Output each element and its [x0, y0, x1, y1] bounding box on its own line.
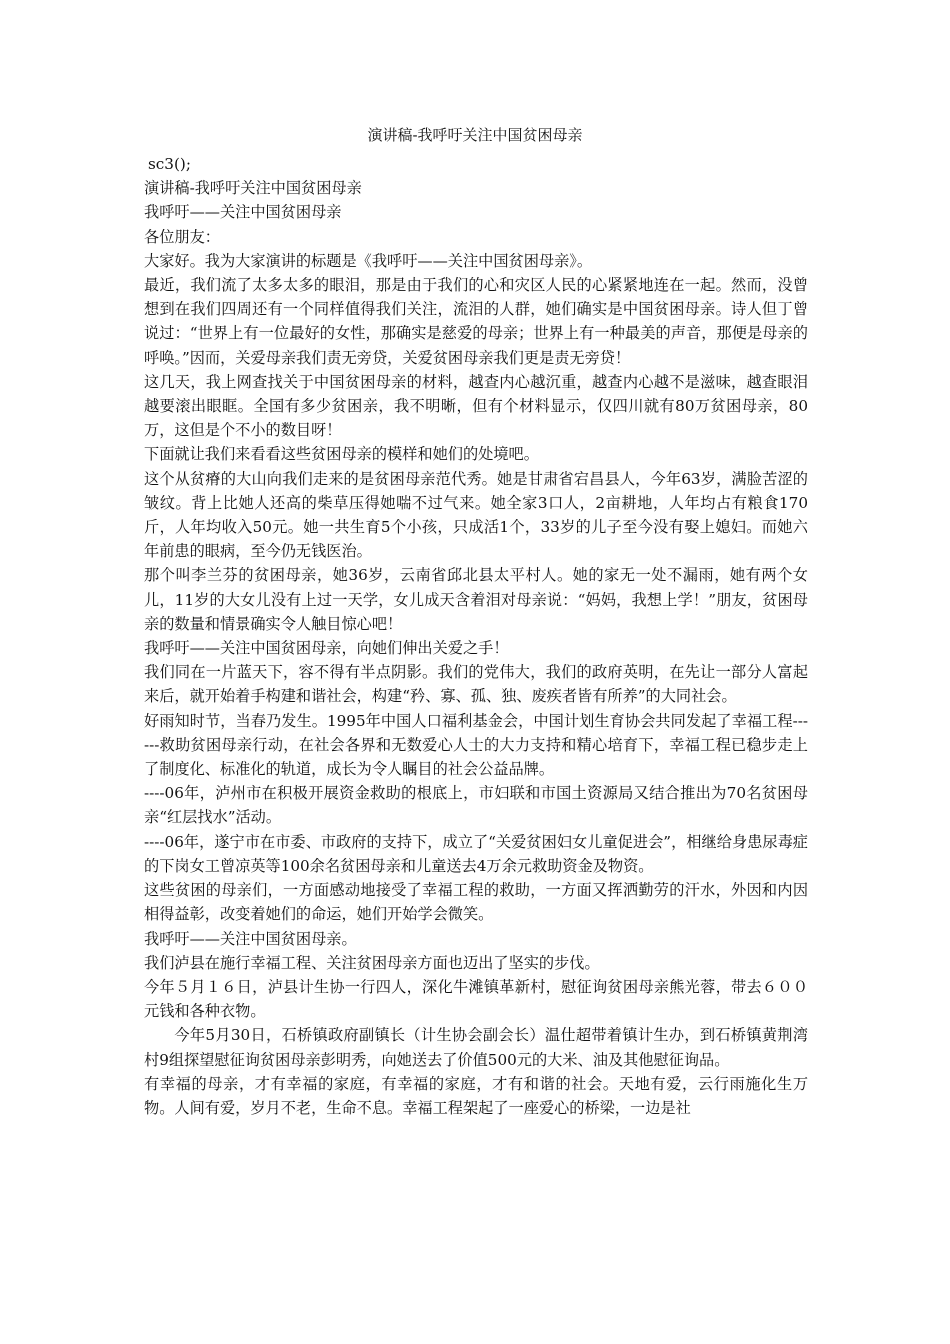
paragraph: 这些贫困的母亲们，一方面感动地接受了幸福工程的救助，一方面又挥洒勤劳的汗水，外因和内因相得益彰，改变着她们的命运，她们开始学会微笑。	[144, 881, 808, 924]
subtitle-line: 演讲稿-我呼吁关注中国贫困母亲	[144, 179, 362, 198]
document-title: 演讲稿-我呼吁关注中国贫困母亲	[367, 126, 583, 144]
paragraph: 下面就让我们来看看这些贫困母亲的模样和她们的处境吧。	[144, 445, 539, 464]
script-call-line: sc3();	[148, 155, 191, 173]
salutation: 各位朋友：	[144, 227, 220, 246]
paragraph: 最近，我们流了太多太多的眼泪，那是由于我们的心和灾区人民的心紧紧地连在一起。然而，没曾想到在我们四周还有一个同样值得我们关注，流泪的人群，她们确实是中国贫困母亲。诗人但丁曾说过：“世界上有一位最好的女性，那确实是慈爱的母亲；世界上有一种最美的声音，那便是母亲的呼唤。”因而，关爱母亲我们责无旁贷，关爱贫困母亲我们更是责无旁贷！	[144, 276, 808, 367]
paragraph: 有幸福的母亲，才有幸福的家庭，有幸福的家庭，才有和谐的社会。天地有爱，云行雨施化生万物。人间有爱，岁月不老，生命不息。幸福工程架起了一座爱心的桥梁，一边是社	[144, 1074, 808, 1117]
paragraph-indented: 今年5月30日，石桥镇政府副镇长（计生协会副会长）温仕超带着镇计生办，到石桥镇黄荆湾村9组探望慰征询贫困母亲彭明秀，向她送去了价值500元的大米、油及其他慰征询品。	[144, 1026, 808, 1069]
paragraph: ----06年，泸州市在积极开展资金救助的根底上，市妇联和市国土资源局又结合推出为70名贫困母亲“红层找水”活动。	[144, 784, 808, 827]
paragraph: 大家好。我为大家演讲的标题是《我呼吁——关注中国贫困母亲》。	[144, 251, 593, 270]
paragraph: 我们同在一片蓝天下，容不得有半点阴影。我们的党伟大，我们的政府英明，在先让一部分人富起来后，就开始着手构建和谐社会，构建“矜、寡、孤、独、废疾者皆有所养”的大同社会。	[144, 663, 808, 706]
paragraph: 我们泸县在施行幸福工程、关注贫困母亲方面也迈出了坚实的步伐。	[144, 953, 600, 972]
paragraph: 我呼吁——关注中国贫困母亲，向她们伸出关爱之手！	[144, 639, 509, 658]
document-body	[144, 152, 808, 1120]
paragraph: 今年５月１６日，泸县计生协一行四人，深化牛滩镇革新村，慰征询贫困母亲熊光蓉，带去６００元钱和各种衣物。	[144, 977, 808, 1021]
paragraph: 这个从贫瘠的大山向我们走来的是贫困母亲范代秀。她是甘肃省宕昌县人，今年63岁，满脸苦涩的皱纹。背上比她人还高的柴草压得她喘不过气来。她全家3口人，2亩耕地，人年均占有粮食170斤，人年均收入50元。她一共生育5个小孩，只成活1个，33岁的儿子至今没有娶上媳妇。而她六年前患的眼病，至今仍无钱医治。	[144, 469, 808, 561]
speech-heading: 我呼吁——关注中国贫困母亲	[144, 203, 342, 222]
paragraph: 这几天，我上网查找关于中国贫困母亲的材料，越查内心越沉重，越查内心越不是滋味，越查眼泪越要滚出眼眶。全国有多少贫困亲，我不明晰，但有个材料显示，仅四川就有80万贫困母亲，80万，这但是个不小的数目呀！	[144, 372, 808, 440]
paragraph: 好雨知时节，当春乃发生。1995年中国人口福利基金会，中国计划生育协会共同发起了幸福工程------救助贫困母亲行动，在社会各界和无数爱心人士的大力支持和精心培育下，幸福工程已稳步走上了制度化、标准化的轨道，成长为令人瞩目的社会公益品牌。	[144, 711, 808, 779]
paragraph: ----06年，遂宁市在市委、市政府的支持下，成立了“关爱贫困妇女儿童促进会”，相继给身患尿毒症的下岗女工曾凉英等100余名贫困母亲和儿童送去4万余元救助资金及物资。	[144, 832, 808, 875]
paragraph: 我呼吁——关注中国贫困母亲。	[144, 929, 357, 948]
paragraph: 那个叫李兰芬的贫困母亲，她36岁，云南省邱北县太平村人。她的家无一处不漏雨，她有两个女儿，11岁的大女儿没有上过一天学，女儿成天含着泪对母亲说：“妈妈，我想上学！”朋友，贫困母亲的数量和情景确实令人触目惊心吧！	[144, 566, 808, 633]
